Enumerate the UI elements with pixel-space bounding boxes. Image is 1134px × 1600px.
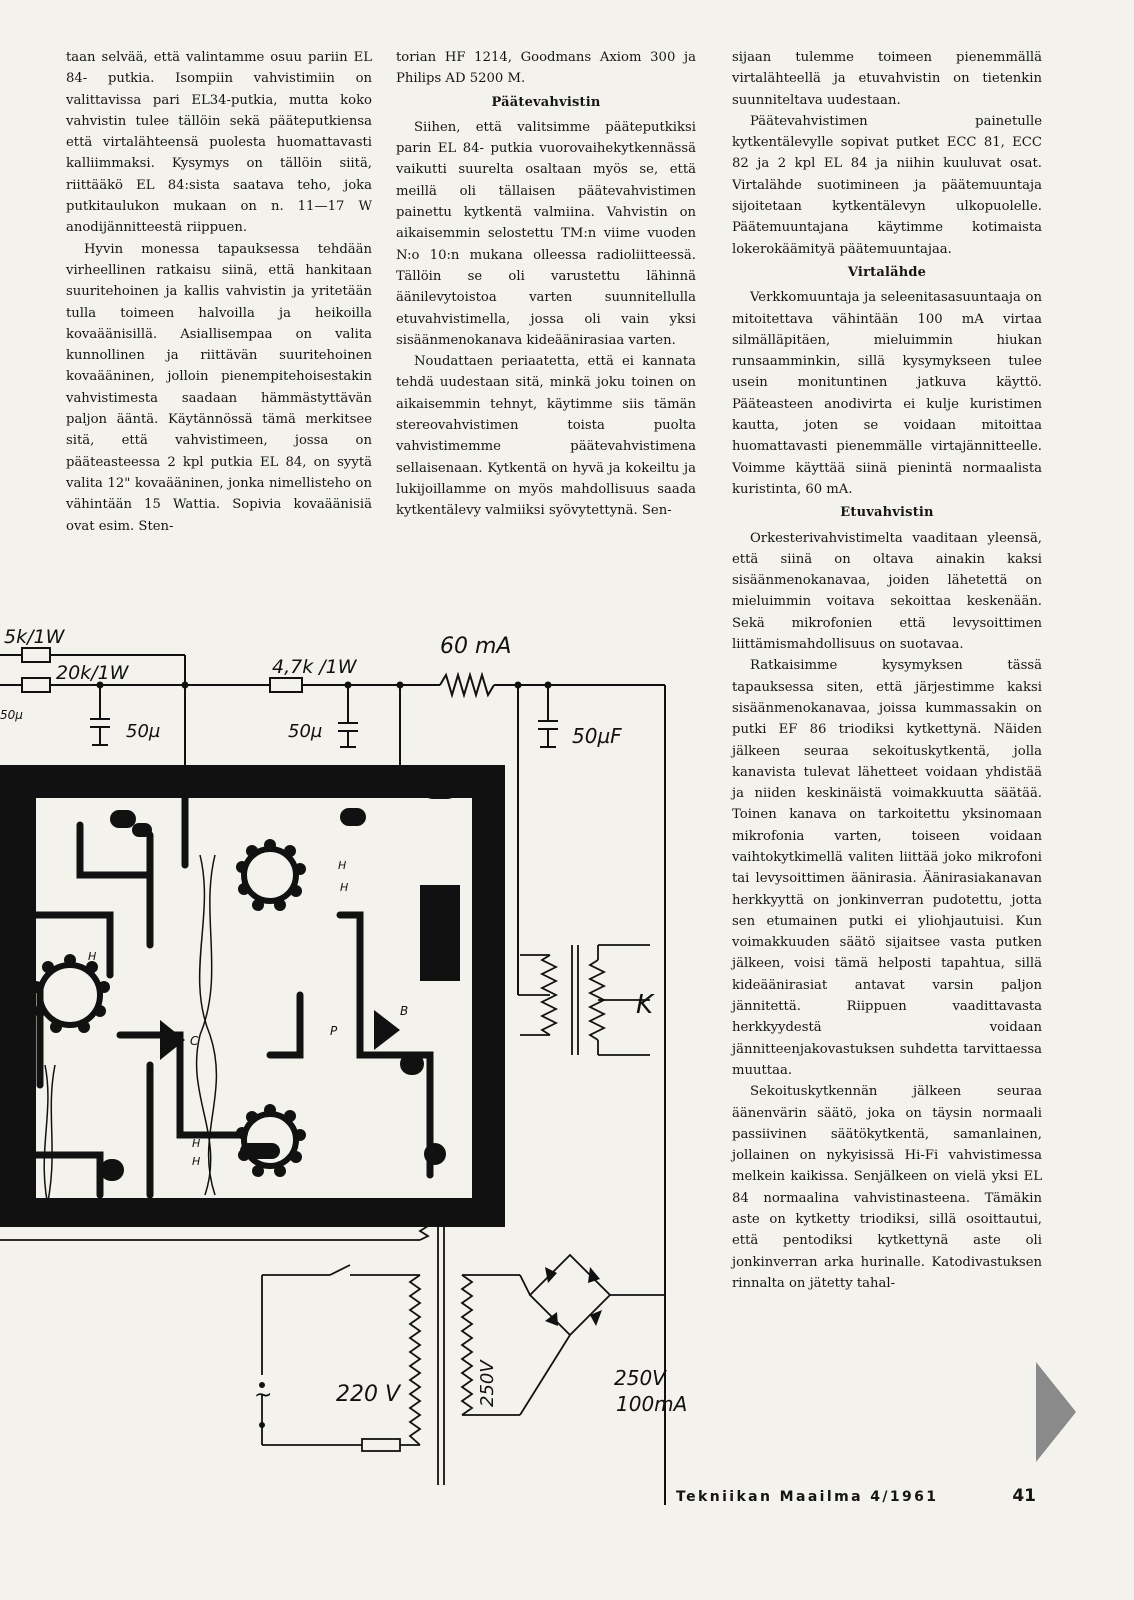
paragraph: Orkesterivahvistimelta vaaditaan yleensä, että siinä on oltava ainakin kaksi sisäänmenokanavaa, joiden lähetettä on mieluimmin voitava sekoittaa keskenään. Sekä mikrofonien että levysoittimen liittämismahdollisuus on suotavaa. xyxy=(732,530,1042,653)
label-heater: 6,3V xyxy=(352,1196,403,1221)
sticker-text-2: Maailma xyxy=(447,922,458,965)
arrow-right-icon xyxy=(1036,1362,1076,1462)
text-column-3 xyxy=(732,47,1042,1294)
circuit-schematic xyxy=(0,615,720,1505)
paragraph: Siihen, että valitsimme pääteputkiksi parin EL 84- putkia vuorovaihekytkennässä vaikutti suurelta osaltaan myös se, että meillä oli tällaisen päätevahvistimen painettu kytkentä valmiina. Vahvistin on aikaisemmin selostettu TM:n viime vuoden N:o 10:n mukana olleessa radioliitteessä. Tällöin se oli varustettu lähinnä äänilevytoistoa varten suunnitellulla etuvahvistimella, jossa oli vain yksi sisäänmenokanava kideäänirasiaa varten. xyxy=(396,119,696,348)
pin-label-c: C xyxy=(190,1034,199,1048)
section-heading: Virtalähde xyxy=(847,264,927,280)
label-mains: 220 V xyxy=(336,1382,401,1407)
rectifier-diodes xyxy=(545,1267,602,1326)
pin-label-h: H xyxy=(340,881,349,894)
sticker-text: TEKNIIKAN xyxy=(429,903,443,977)
label-ht-winding: 250V xyxy=(477,1360,498,1407)
label-c1: 50µ xyxy=(126,721,161,742)
publication-name: Tekniikan Maailma 4/1961 xyxy=(676,1489,939,1505)
label-ac: ~ xyxy=(254,1383,273,1408)
resistor-5k xyxy=(22,648,50,662)
resistor-20k xyxy=(22,678,50,692)
paragraph: Sekoituskytkennän jälkeen seuraa äänenvärin säätö, joka on täysin normaali passiivinen säätökytkentä, samanlainen, jollainen on nykyisissä Hi-Fi vahvistimessa melkein kaikissa. Senjälkeen on vielä yksi EL 84 normaalina vahvistinasteena. Tämäkin aste on kytketty triodiksi, sillä osoittautui, että pentodiksi kytkettynä aste oli jonkinverran arka hurinalle. Katodivastuksen rinnalta on jätetty tahal- xyxy=(732,1084,1042,1291)
label-c2: 50µ xyxy=(288,721,323,742)
label-r3: 4,7k /1W xyxy=(272,656,357,678)
section-heading: Etuvahvistin xyxy=(840,505,934,521)
paragraph: Ratkaisimme kysymyksen tässä tapauksessa siten, että järjestimme kaksi sisäänmenokanavaa, joissa kummassakin on putki EF 86 triodiksi kytkettynä. Näiden jälkeen seuraa sekoituskytkentä, jolla kanavista tulevat lähetteet voidaan yhdistää ja niiden keskinäistä voimakkuutta säätää. Toinen kanava on tarkoitettu yksinomaan mikrofonia varten, toiseen voidaan vaihtokytkimellä valiten liittää joko mikrofoni tai levysoittimen äänirasia. Äänirasiakanavan herkkyyttä on jonkinverran pudotettu, jotta sen etumainen putki ei yliohjautuisi. Kun voimakkuuden säätö sijaitsee vasta putken jälkeen, voisi tämä helposti tapahtua, sillä kideäänirasiat antavat varsin paljon jännitettä. Riippuen vaadittavasta herkkyydestä voidaan jännitteenjakovastuksen suhdetta tarvittaessa muuttaa. xyxy=(732,658,1042,1078)
choke xyxy=(440,675,494,695)
paragraph: Päätevahvistimen painetulle kytkentälevylle sopivat putket ECC 81, ECC 82 ja 2 kpl EL 84 ja niihin kuuluvat osat. Virtalähde suotimineen ja päätemuuntaja sijoitetaan kytkentälevyn ulkopuolelle. Päätemuuntajana käytimme kotimaista lokerokäämityä päätemuuntajaa. xyxy=(732,113,1042,257)
label-transformer-k: K xyxy=(636,990,654,1020)
label-rect-current: 100mA xyxy=(616,1392,688,1416)
paragraph: Hyvin monessa tapauksessa tehdään virheellinen ratkaisu siinä, että hankitaan suuritehoinen ja kallis vahvistin ja yritetään tulla toimeen halvoilla ja heikoilla kovaäänisillä. Asiallisempaa on valita kunnollinen ja riittävän suuritehoinen kovaääninen, jolloin pienempitehoisestakin vahvistimesta saadaan hämmästyttävän paljon ääntä. Käytännössä tämä merkitsee sitä, että vahvistimeen, jossa on pääteasteessa 2 kpl putkia EL 84, on syytä valita 12" kovaääninen, jonka nimellisteho on vähintään 15 Wattia. Sopivia kovaäänisiä ovat esim. Sten- xyxy=(66,241,372,534)
pin-label-h: H xyxy=(338,859,347,872)
output-transformer xyxy=(518,945,650,1055)
resistor-4k7 xyxy=(270,678,302,692)
pin-label-h: H xyxy=(192,1155,201,1168)
label-c3: 50µF xyxy=(572,724,622,748)
pin-label-b: B xyxy=(400,1004,409,1018)
pin-label-p: P xyxy=(330,1024,338,1038)
paragraph: taan selvää, että valintamme osuu pariin EL 84- putkia. Isompiin vahvistimiin on valittavissa pari EL34-putkia, mutta koko vahvistin tulee tällöin sekä pääteputkiensa että virtalähteensä puolesta huomattavasti kalliimmaksi. Kysymys on tällöin siitä, riittääkö EL 84:sista saatava teho, joka putkitaulukon mukaan on n. 11—17 W anodijännitteestä riippuen. xyxy=(66,50,372,236)
label-c-left: 50µ xyxy=(0,708,23,722)
paragraph: Verkkomuuntaja ja seleenitasasuuntaaja on mitoitettava vähintään 100 mA virtaa silmälläpitäen, mieluimmin hiukan runsaamminkin, sillä kysymykseen tulee usein monituntinen jatkuva käyttö. Pääteasteen anodivirta ei kulje kuristimen kautta, joten se voidaan mitoittaa huomattavasti pienemmälle virtajännitteelle. Voimme käyttää siinä pienintä normaalista kuristinta, 60 mA. xyxy=(732,290,1042,497)
section-heading: Päätevahvistin xyxy=(491,94,601,110)
label-rect-out: 250V xyxy=(614,1366,666,1390)
pin-label-h: H xyxy=(192,1137,201,1150)
pcb-board xyxy=(0,765,505,1227)
pin-label-h: H xyxy=(88,950,97,963)
paragraph: torian HF 1214, Goodmans Axiom 300 ja Philips AD 5200 M. xyxy=(396,50,696,87)
text-column-2 xyxy=(396,47,696,522)
text-column-1 xyxy=(66,47,372,537)
label-r1: 5k/1W xyxy=(4,626,65,648)
label-choke: 60 mA xyxy=(440,634,512,659)
paragraph: Noudattaen periaatetta, että ei kannata tehdä uudestaan sitä, minkä joku toinen on aikaisemmin tehnyt, käytimme siis tämän stereovahvistimen toista puolta vahvistimemme päätevahvistimena sellaisenaan. Kytkentä on hyvä ja kokeiltu ja lukijoillamme on myös mahdollisuus saada kytkentälevy valmiiksi syövytettynä. Sen- xyxy=(396,354,696,519)
page-number: 41 xyxy=(1012,1486,1036,1506)
label-r2: 20k/1W xyxy=(56,662,129,684)
paragraph: sijaan tulemme toimeen pienemmällä virtalähteellä ja etuvahvistin on tietenkin suunniteltava uudestaan. xyxy=(732,50,1042,108)
